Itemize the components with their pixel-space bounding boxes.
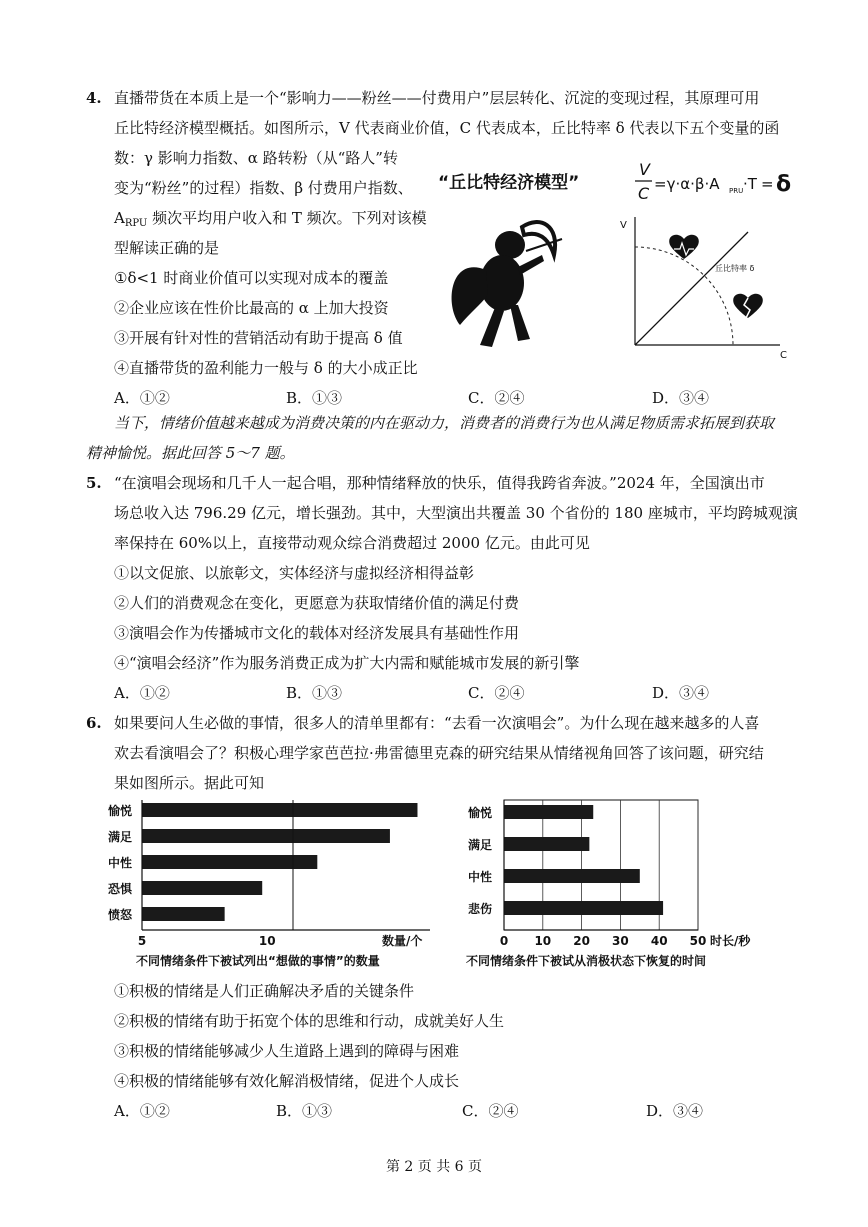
q6-item-3: ③积极的情绪能够减少人生道路上遇到的障碍与困难 xyxy=(114,1042,460,1060)
q5-item-1: ①以文促旅、以旅彰文，实体经济与虚拟经济相得益彰 xyxy=(114,564,475,582)
c1-tick-label: 10 xyxy=(258,934,276,948)
c1-category-label: 恐惧 xyxy=(108,882,133,896)
cupid-rate-label: 丘比特率 δ xyxy=(715,264,755,273)
c2-tick-label: 0 xyxy=(499,934,509,948)
c2-tick-label: 30 xyxy=(612,934,629,948)
passage-line-1: 当下，情绪价值越来越成为消费决策的内在驱动力，消费者的消费行为也从满足物质需求拓展到获取 xyxy=(114,414,775,432)
v-axis-label: V xyxy=(620,220,627,231)
c1-category-label: 中性 xyxy=(108,856,133,870)
q5-item-4: ④“演唱会经济”作为服务消费正成为扩大内需和赋能城市发展的新引擎 xyxy=(114,654,580,672)
cupid-illustration xyxy=(452,222,562,347)
q6-option-d: D．③④ xyxy=(646,1102,704,1120)
q5-item-2: ②人们的消费观念在变化，更愿意为获取情绪价值的满足付费 xyxy=(114,594,520,612)
arpu-main: A xyxy=(114,209,125,227)
q4-line-5 xyxy=(114,207,427,235)
c1-bar xyxy=(142,881,262,895)
q6-option-b: B．①③ xyxy=(276,1102,333,1120)
cupid-formula xyxy=(635,160,791,203)
arpu-sub: RPU xyxy=(124,218,148,229)
wanted-things-chart xyxy=(100,795,445,973)
c2-tick-label: 40 xyxy=(650,934,668,948)
q4-line-6: 型解读正确的是 xyxy=(114,239,220,257)
q4-line-4: 变为“粉丝”的过程）指数、β 付费用户指数、 xyxy=(114,179,413,197)
q4-item-3: ③开展有针对性的营销活动有助于提高 δ 值 xyxy=(114,329,403,347)
q4-item-1: ①δ<1 时商业价值可以实现对成本的覆盖 xyxy=(114,269,389,287)
c2-caption: 不同情绪条件下被试从消极状态下恢复的时间 xyxy=(466,954,707,968)
q6-option-a: A．①② xyxy=(114,1102,170,1120)
q4-line-1: 直播带货在本质上是一个“影响力——粉丝——付费用户”层层转化、沉淀的变现过程，其原理可用 xyxy=(114,89,760,107)
c2-category-label: 悲伤 xyxy=(468,902,493,916)
c1-bar xyxy=(142,907,225,921)
formula-product: =γ·α·β·A xyxy=(654,175,720,193)
q5-option-b: B．①③ xyxy=(286,684,343,702)
page-footer: 第 2 页 共 6 页 xyxy=(385,1159,483,1175)
formula-subscript: PRU xyxy=(729,187,744,195)
q5-option-d: D．③④ xyxy=(652,684,710,702)
q5-item-3: ③演唱会作为传播城市文化的载体对经济发展具有基础性作用 xyxy=(114,624,520,642)
c1-category-label: 愤怒 xyxy=(108,908,133,922)
q4-option-c: C．②④ xyxy=(468,389,525,407)
c2-bar xyxy=(504,869,640,883)
q4-line-2: 丘比特经济模型概括。如图所示，V 代表商业价值，C 代表成本，丘比特率 δ 代表以下五个变量的函 xyxy=(114,119,780,137)
q4-option-d: D．③④ xyxy=(652,389,710,407)
q6-line-3: 果如图所示。据此可知 xyxy=(114,774,265,792)
q4-item-2: ②企业应该在性价比最高的 α 上加大投资 xyxy=(114,299,389,317)
cupid-model-figure xyxy=(430,155,800,370)
c2-x-label: 时长/秒 xyxy=(710,934,751,948)
q5-option-a: A．①② xyxy=(114,684,170,702)
c2-bar xyxy=(504,901,663,915)
q4-line-3: 数：γ 影响力指数、α 路转粉（从“路人”转 xyxy=(114,149,398,167)
c-axis-label: C xyxy=(780,350,787,361)
c2-tick-label: 50 xyxy=(689,934,707,948)
formula-c: C xyxy=(638,184,650,203)
c2-tick-label: 10 xyxy=(534,934,552,948)
q5-line-2: 场总收入达 796.29 亿元，增长强劲。其中，大型演出共覆盖 30 个省份的 180 座城市，平均跨城观演 xyxy=(114,504,798,522)
c2-category-label: 中性 xyxy=(468,870,493,884)
q6-line-1: 如果要问人生必做的事情，很多人的清单里都有：“去看一次演唱会”。为什么现在越来越多的人喜 xyxy=(114,714,760,732)
c1-category-label: 愉悦 xyxy=(108,804,133,818)
q6-item-2: ②积极的情绪有助于拓宽个体的思维和行动，成就美好人生 xyxy=(114,1012,505,1030)
q5-line-3: 率保持在 60%以上，直接带动观众综合消费超过 2000 亿元。由此可见 xyxy=(114,534,590,552)
q5-option-c: C．②④ xyxy=(468,684,525,702)
q6-item-4: ④积极的情绪能够有效化解消极情绪，促进个人成长 xyxy=(114,1072,460,1090)
question-6-number: 6. xyxy=(86,714,102,732)
formula-t: ·T xyxy=(743,175,757,193)
q6-line-2: 欢去看演唱会了？积极心理学家芭芭拉·弗雷德里克森的研究结果从情绪视角回答了该问题，研究结 xyxy=(114,744,764,762)
c2-bar xyxy=(504,805,593,819)
c1-bar xyxy=(142,855,317,869)
c2-category-label: 满足 xyxy=(468,838,493,852)
formula-equals: = xyxy=(761,175,774,193)
q5-line-1: “在演唱会现场和几千人一起合唱，那种情绪释放的快乐，值得我跨省奔波。”2024 年，全国演出市 xyxy=(114,474,765,492)
arpu-rest: 频次平均用户收入和 T 频次。下列对该模 xyxy=(147,209,427,227)
c2-bar xyxy=(504,837,589,851)
formula-delta: δ xyxy=(776,172,792,197)
c1-bar xyxy=(142,829,390,843)
question-4-number: 4. xyxy=(86,89,102,107)
passage-line-2: 精神愉悦。据此回答 5～7 题。 xyxy=(86,444,295,462)
q6-item-1: ①积极的情绪是人们正确解决矛盾的关键条件 xyxy=(114,982,415,1000)
cupid-model-title: “丘比特经济模型” xyxy=(438,173,580,193)
c1-tick-label: 5 xyxy=(137,934,147,948)
c2-tick-label: 20 xyxy=(573,934,590,948)
q4-option-b: B．①③ xyxy=(286,389,343,407)
heart-icon xyxy=(669,235,699,259)
c1-caption: 不同情绪条件下被试列出“想做的事情”的数量 xyxy=(136,954,380,968)
question-5-number: 5. xyxy=(86,474,102,492)
q4-option-a: A．①② xyxy=(114,389,170,407)
recovery-time-chart xyxy=(462,795,762,973)
c1-bar xyxy=(142,803,417,817)
q6-option-c: C．②④ xyxy=(462,1102,519,1120)
c1-category-label: 满足 xyxy=(108,830,133,844)
c2-category-label: 愉悦 xyxy=(468,806,493,820)
q4-item-4: ④直播带货的盈利能力一般与 δ 的大小成正比 xyxy=(114,359,418,377)
c1-x-label: 数量/个 xyxy=(382,934,423,948)
formula-v: V xyxy=(639,160,650,179)
